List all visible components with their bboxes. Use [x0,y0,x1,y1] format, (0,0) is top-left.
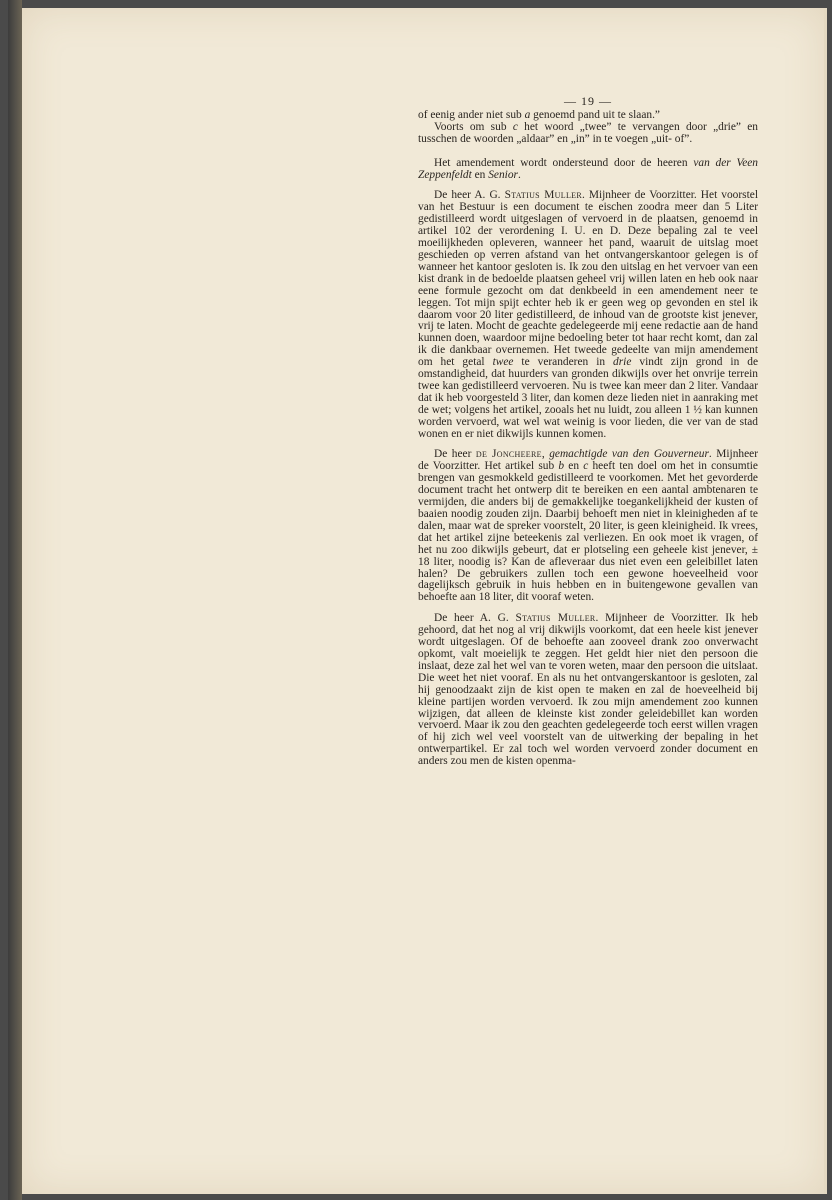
paragraph-statius-muller-2 [418,613,758,768]
speaker-prefix: De heer [434,448,476,461]
paragraph-amendment-voorts [418,122,758,146]
text-run: vindt zijn grond in de omstandigheid, dat huurders van gronden dikwijls over het onvrije terrein twee kan gedistilleerd vervoeren. Nu is twee kan meer dan 2 liter. Vandaar dat ik heb voorgesteld 3 liter, dan komen deze lieden niet in aanraking met de wet; volgens het artikel, zooals het nu luidt, zou alleen 1 ½ kan kunnen worden vervoerd, wat wel wat weinig is voor lieden, die ver van de stad wonen en er niet dikwijls kunnen komen. [418,356,759,440]
text-run: genoemd pand uit te slaan.” [530,108,660,121]
speaker-name: Statius Muller [515,612,596,625]
text-run: , [541,448,550,461]
scan-shadow-edge [8,0,22,1200]
text-run: of eenig ander niet sub [418,108,525,121]
italic-run: van der Veen Zeppenfeldt [418,156,758,181]
italic-run: c [583,460,589,473]
text-run: te veranderen in [513,356,614,369]
speaker-name: Statius Muller [504,189,582,202]
italic-run: twee [492,356,514,369]
paragraph-de-joncheere [418,449,758,604]
paragraph-ondersteund [418,158,758,182]
italic-run: drie [613,356,632,369]
italic-run: Senior [488,168,518,181]
speaker-prefix: De heer A. G. [434,612,516,625]
text-run: heeft ten doel om het in consumtie brengen van gesmokkeld gedistilleerd te voorkomen. Met het gevorderde document tracht het ontwerp dit te bereiken en een aantal ambtenaren te vermijden, die anders bij de gemakkelijke toegankelijkheid der kusten of baaien noodig zouden zijn. Daarbij behoeft men niet in kleinigheden af te dalen, maar wat de spreker voorstelt, 20 liter, is geen kleinigheid. Ik vrees, dat het artikel zijne beteekenis zal verliezen. En ook moet ik vragen, of het nu zoo dikwijls gebeurt, dat er plotseling een geheele kist jenever, ± 18 liter, noodig is? Kan de afleveraar dus niet even een geleibillet laten halen? De gebruikers zullen toch een gewone hoeveelheid voor dagelijksch gebruik in huis hebben en in buitengewone gevallen van behoefte aan 18 liter, dit vooraf weten. [418,460,758,604]
speaker-prefix: De heer A. G. [434,189,505,202]
italic-run: a [524,108,531,121]
text-column [418,96,758,777]
text-run: Voorts om sub [434,120,513,133]
text-run: . Mijnheer de Voorzitter. Ik heb gehoord, dat het nog al vrij dikwijls voorkomt, dat een heele kist jenever wordt uitgeslagen. Of de behoefte aan zooveel drank zoo onverwacht opkomt, valt moeielijk te zeggen. Het geldt hier niet den persoon die inslaat, deze zal het wel van te voren weten, maar den persoon die uitslaat. Die weet het niet vooraf. En als nu het ontvangerskantoor is gesloten, zal hij genoodzaakt zijn de kist open te maken en zal de hoeveelheid bij kleine partijen worden vervoerd. Ik zou mijn amendement zoo kunnen wijzigen, dat alleen de kleinste kist zonder geleidebillet kan worden vervoerd. Maar ik zou den geachten gedelegeerde toch eerst willen vragen of hij zich wel veel voorstelt van de uitwerking der bepaling in het ontwerpartikel. Er zal toch wel worden vervoerd zonder document en anders zou men de kisten openma- [418,612,758,768]
text-run: . [517,168,521,181]
text-run: . Mijnheer de Voorzitter. Het artikel sub [418,448,758,473]
italic-run: b [558,460,565,473]
speaker-name: de Joncheere [475,448,542,461]
text-run: Het amendement wordt ondersteund door de heeren [434,156,694,169]
text-run: het woord „twee” te vervangen door „drie” en tusschen de woorden „aldaar” en „in” in te voegen „uit- of”. [418,120,758,145]
page-number: — 19 — [564,94,612,108]
text-run: . Mijnheer de Voorzitter. Het voorstel van het Bestuur is een document te eischen zoodra meer dan 5 Liter gedistilleerd wordt uitgeslagen of vervoerd in de plaatsen, genoemd in artikel 102 der verordening I. U. en D. Deze bepaling zal te veel moeilijkheden opleveren, wanneer het pand, waaruit de uitslag moet geschieden op verren afstand van het ontvangerskantoor gelegen is of wanneer het kantoor gesloten is. Ik zou den uitslag en het vervoer van een kist drank in de bedoelde plaatsen geheel vrij willen laten en heb ook naar eene formule gezocht om dat denkbeeld in een amendement neer te leggen. Tot mijn spijt echter heb ik er geen weg op gevonden en stel ik daarom voor 20 liter gedistilleerd, de inhoud van de grootste kist jenever, vrij te laten. Mocht de geachte gedelegeerde mij eene redactie aan de hand kunnen doen, waardoor mijne bedoeling beter tot haar recht komt, dan zal ik die dankbaar overnemen. Het tweede gedeelte van mijn amendement om het getal [418,189,758,369]
text-run: en [471,168,489,181]
italic-run: gemachtigde van den Gouverneur [549,448,709,461]
paragraph-statius-muller-1 [418,190,758,440]
text-run: en [564,460,584,473]
italic-run: c [512,120,518,133]
